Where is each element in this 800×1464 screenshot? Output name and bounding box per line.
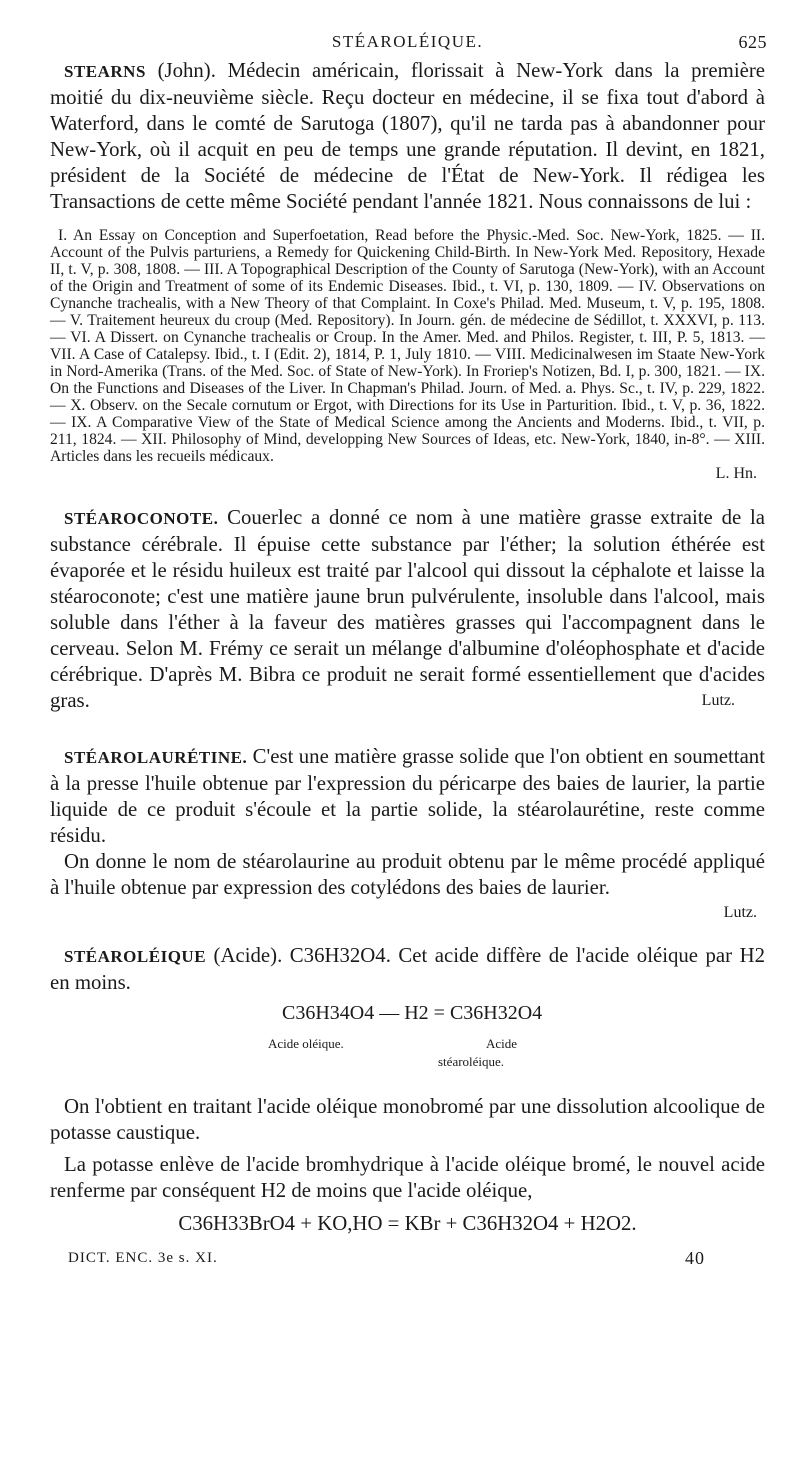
separator xyxy=(50,925,765,943)
stearns-paragraph xyxy=(50,58,765,215)
label-oleic-acid: Acide oléique. xyxy=(268,1036,344,1051)
stearns-bibliography: I. An Essay on Conception and Superfoetation, Read before the Physic.-Med. Soc. New-York, 1825. — II. Account of the Pulvis parturiens, a Remedy for Quickening Child-Birth. In New-York Med. Repository, Hexade II, t. V, p. 308, 1808. — III. A Topographical Description of the County of Sarutoga (New-York), with an Account of the Origin and Treatment of some of its Endemic Diseases. Ibid., t. VI, p. 130, 1809. — IV. Observations on Cynanche trachealis, with a New Theory of that Complaint. In Coxe's Philad. Med. Museum, t. V, p. 195, 1808. — V. Traitement heureux du croup (Med. Repository). In Journ. gén. de médecine de Sédillot, t. XXXVI, p. 113. — VI. A Dissert. on Cynanche trachealis or Croup. In the Amer. Med. and Philos. Register, t. III, P. 5, 1813. — VII. A Case of Catalepsy. Ibid., t. I (Edit. 2), 1814, P. 1, July 1810. — VIII. Medicinalwesen im Staate New-York in Nord-Amerika (Trans. of the Med. Soc. of State of New-York). In Froriep's Notizen, Bd. I, p. 300, 1821. — IX. On the Functions and Diseases of the Liver. In Chapman's Philad. Journ. of Med. a. Phys. Sc., t. IV, p. 229, 1822. — X. Observ. on the Secale cornutum or Ergot, with Directions for its Use in Parturition. Ibid., t. V, p. 36, 1822. — IX. A Comparative View of the State of Medical Science among the Ancients and Moderns. Ibid., t. VII, p. 211, 1824. — XII. Philosophy of Mind, developping New Sources of Ideas, etc. New-York, 1840, in-8°. — XIII. Articles dans les recueils médicaux. xyxy=(50,227,765,465)
entry-stearns xyxy=(50,58,765,483)
footer-signature-mark: DICT. ENC. 3e s. XI. xyxy=(68,1250,218,1266)
entry-stearoleique xyxy=(50,943,765,1236)
stearoleique-paragraph-2: On l'obtient en traitant l'acide oléique monobromé par une dissolution alcoolique de potasse caustique. xyxy=(50,1095,765,1144)
stearolauretine-text: C'est une matière grasse solide que l'on obtient en soumettant à la presse l'huile obtenue par l'expression du péricarpe des baies de laurier, la partie liquide de ce produit s'écoule et la partie solide, la stéarolaurétine, reste comme résidu. xyxy=(50,745,765,847)
stearoconote-paragraph xyxy=(50,505,765,714)
stearns-text: (John). Médecin américain, florissait à New-York dans la première moitié du dix-neuvième siècle. Reçu docteur en médecine, il se fixa tout d'abord à Waterford, dans le comté de Sarutoga (1807), qu'il ne tarda pas à abandonner pour New-York, où il acquit en peu de temps une grande réputation. Il devint, en 1821, président de la Société de médecine de l'État de New-York. Il rédigea les Transactions de cette même Société pendant l'année 1821. Nous connaissons de lui : xyxy=(50,59,765,213)
separator xyxy=(50,714,765,744)
stearoleique-paragraph-3: La potasse enlève de l'acide bromhydrique à l'acide oléique bromé, le nouvel acide renferme par conséquent H2 de moins que l'acide oléique, xyxy=(50,1153,765,1202)
stearns-title: STEARNS xyxy=(64,62,146,81)
page xyxy=(50,28,765,1276)
equation: C36H34O4 — H2 = C36H32O4 xyxy=(282,1002,543,1024)
running-title: STÉAROLÉIQUE. xyxy=(331,32,484,51)
stearoleique-formula-intro: C36H32O4. Cet acide diffère de l'acide oléique par H2 en moins. xyxy=(50,944,766,994)
page-header xyxy=(50,28,765,58)
page-number: 625 xyxy=(738,32,767,52)
stearoconote-title: STÉAROCONOTE. xyxy=(64,509,219,528)
separator xyxy=(50,483,765,505)
entry-stearoconote xyxy=(50,505,765,714)
stearoconote-signature: Lutz. xyxy=(701,692,735,709)
footer-sheet-number: 40 xyxy=(685,1248,705,1268)
stearoleique-paragraph xyxy=(50,943,765,996)
stearoconote-text: Couerlec a donné ce nom à une matière grasse extraite de la substance cérébrale. Il épuise cette substance par l'éther; la solution éthérée est évaporée et le résidu huileux est traité par l'alcool qui dissout la céphalote et laisse la stéaroconote; c'est une matière jaune brun pulvérulente, insoluble dans l'alcool, mais soluble dans l'éther à la faveur des matières grasses qui l'accompagnent dans le cerveau. Selon M. Frémy ce serait un mélange d'albumine d'oléophosphate et d'acide cérébrique. D'après M. Bibra ce produit ne serait formé essentiellement que d'acides gras. xyxy=(50,506,765,712)
stearoleique-title: STÉAROLÉIQUE xyxy=(64,947,207,966)
label-stearoleic: stéaroléique. xyxy=(438,1054,505,1069)
stearoleique-title-suffix: (Acide). xyxy=(206,944,283,967)
formula-block xyxy=(50,1002,765,1094)
page-footer xyxy=(50,1246,765,1276)
label-acid: Acide xyxy=(486,1036,518,1051)
stearolauretine-paragraph-2: On donne le nom de stéarolaurine au produit obtenu par le même procédé appliqué à l'huile obtenue par expression des cotylédons des baies de laurier. xyxy=(50,850,765,899)
stearns-signature: L. Hn. xyxy=(715,465,757,482)
equation-2: C36H33BrO4 + KO,HO = KBr + C36H32O4 + H2O2. xyxy=(178,1212,637,1235)
stearolauretine-signature: Lutz. xyxy=(723,904,757,921)
stearolauretine-paragraph xyxy=(50,744,765,849)
entry-stearolauretine xyxy=(50,744,765,925)
stearolauretine-title: STÉAROLAURÉTINE. xyxy=(64,748,248,767)
